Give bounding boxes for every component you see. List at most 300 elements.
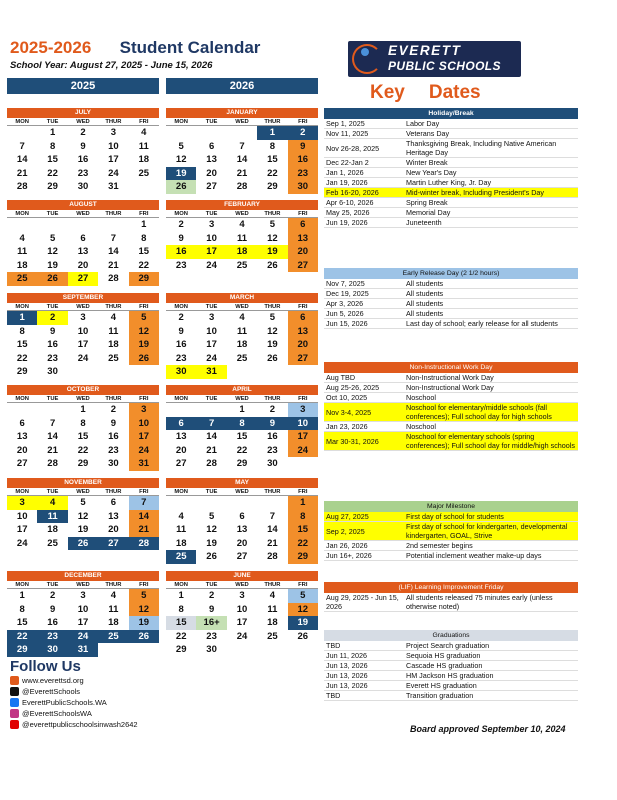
weekday-name: FRI (298, 582, 308, 588)
weekday-name: WED (76, 211, 90, 217)
calendar-day: 11 (108, 325, 119, 337)
calendar-day: 25 (166, 550, 196, 564)
key-date: Apr 6-10, 2026 (326, 198, 374, 207)
calendar-day: 14 (267, 524, 278, 535)
month-april (166, 385, 318, 471)
weekday-name: FRI (139, 304, 149, 310)
weekday-name: TUE (46, 489, 59, 495)
calendar-day: 15 (288, 523, 318, 537)
key-date-row (324, 651, 578, 661)
calendar-day: 16 (267, 431, 278, 442)
calendar-day: 15 (16, 339, 28, 350)
calendar-day: 2 (37, 311, 67, 325)
key-date-row (324, 198, 578, 208)
calendar-day: 23 (77, 167, 89, 179)
calendar-day: 18 (47, 524, 58, 535)
weekday-name: MON (15, 396, 29, 402)
calendar-day: 5 (80, 497, 86, 508)
calendar-day: 26 (37, 272, 67, 286)
key-date-row (324, 383, 578, 393)
calendar-day: 2 (110, 404, 117, 415)
calendar-day: 5 (269, 312, 276, 323)
calendar-day: 30 (108, 458, 119, 469)
calendar-day: 11 (138, 140, 149, 152)
key-date-event: All students (406, 309, 444, 318)
key-date: TBD (326, 641, 341, 650)
calendar-day: 1 (239, 404, 245, 415)
calendar-day: 13 (175, 431, 187, 442)
calendar-day: 1 (141, 219, 147, 230)
weekday-header (7, 488, 159, 496)
key-date-event: Everett HS graduation (406, 681, 477, 690)
calendar-day: 1 (7, 311, 37, 325)
school-year-range: School Year: August 27, 2025 - June 15, 2026 (10, 60, 213, 71)
weekday-name: THUR (105, 211, 122, 217)
calendar-day: 19 (47, 259, 58, 271)
month-september (7, 293, 159, 379)
calendar-day: 19 (267, 339, 278, 350)
calendar-day: 26 (267, 352, 278, 364)
weekday-name: MON (15, 304, 29, 310)
calendar-day: 4 (37, 496, 67, 510)
calendar-day: 1 (257, 126, 287, 140)
key-dates-section (324, 582, 578, 612)
calendar-day: 8 (141, 232, 147, 244)
calendar-day: 22 (138, 259, 150, 271)
key-date: Aug TBD (326, 373, 356, 382)
weekday-name: THUR (105, 396, 122, 402)
calendar-day: 5 (288, 589, 318, 603)
calendar-day: 28 (267, 551, 278, 562)
calendar-day: 25 (47, 537, 58, 549)
calendar-day: 23 (175, 352, 187, 364)
month-name: JULY (7, 108, 159, 118)
calendar-day: 14 (16, 154, 28, 165)
calendar-day: 5 (129, 311, 159, 325)
calendar-day: 21 (236, 167, 248, 179)
calendar-day: 17 (77, 617, 89, 628)
calendar-day: 16 (108, 431, 119, 442)
calendar-day: 6 (110, 497, 117, 508)
month-february (166, 200, 318, 272)
social-link-text: @EverettSchoolsWA (22, 709, 92, 718)
key-dates-section (324, 108, 578, 228)
month-december (7, 571, 159, 657)
calendar-day: 26 (267, 259, 278, 271)
calendar-day: 14 (206, 431, 217, 442)
calendar-day: 25 (108, 352, 119, 364)
month-november (7, 478, 159, 550)
calendar-day: 8 (19, 325, 25, 337)
calendar-day: 30 (77, 181, 89, 192)
calendar-day: 5 (208, 510, 215, 522)
calendar-day: 30 (37, 643, 67, 657)
weekday-name: FRI (298, 211, 308, 217)
key-date-row (324, 279, 578, 289)
calendar-day: 25 (236, 352, 248, 364)
key-date-event: HM Jackson HS graduation (406, 671, 494, 680)
calendar-day: 23 (47, 352, 58, 364)
key-date-row (324, 289, 578, 299)
calendar-day: 19 (206, 537, 217, 549)
calendar-day: 17 (288, 430, 318, 444)
key-dates-section (324, 362, 578, 451)
calendar-day: 8 (80, 417, 86, 429)
calendar-day: 15 (47, 154, 58, 165)
calendar-day (37, 218, 67, 232)
calendar-day: 4 (239, 312, 245, 323)
social-link[interactable] (10, 720, 138, 729)
key-date: Dec 19, 2025 (326, 289, 369, 298)
weekday-name: TUE (46, 211, 59, 217)
key-date: Jun 11, 2026 (326, 651, 368, 660)
calendar-day: 17 (129, 430, 159, 444)
calendar-day: 23 (288, 167, 318, 181)
calendar-day: 2 (178, 312, 184, 323)
key-date-event: Non-Instructional Work Day (406, 373, 494, 382)
calendar-day: 22 (77, 444, 89, 456)
calendar-day: 6 (166, 417, 196, 431)
calendar-day: 2 (208, 590, 215, 601)
calendar-day: 29 (7, 643, 37, 657)
weekday-name: WED (76, 304, 90, 310)
calendar-day: 18 (138, 154, 150, 165)
key-date: Jun 13, 2026 (326, 661, 368, 670)
key-date-row (324, 129, 578, 139)
calendar-day: 29 (288, 550, 318, 564)
calendar-day: 12 (129, 325, 159, 339)
calendar-day: 20 (77, 259, 89, 271)
calendar-day (68, 365, 98, 379)
social-link-text: @everettpublicschoolsinwash2642 (22, 720, 138, 729)
month-name: AUGUST (7, 200, 159, 210)
calendar-day (196, 126, 226, 140)
section-header: Major Milestone (324, 501, 578, 512)
calendar-day: 29 (16, 366, 28, 377)
calendar-day: 18 (16, 259, 28, 271)
calendar-day: 15 (77, 431, 89, 442)
weekday-name: MON (15, 489, 29, 495)
weekday-header (7, 303, 159, 311)
calendar-day: 15 (16, 617, 28, 628)
calendar-day: 17 (196, 245, 226, 259)
calendar-day: 13 (236, 524, 248, 535)
key-date-event: Memorial Day (406, 208, 451, 217)
calendar-day: 27 (288, 352, 318, 366)
calendar-day: 13 (206, 154, 217, 165)
calendar-day (98, 643, 128, 657)
calendar-day: 11 (37, 510, 67, 524)
calendar-day: 26 (68, 537, 98, 551)
weekday-name: WED (235, 489, 249, 495)
calendar-day: 6 (80, 232, 86, 244)
calendar-day: 4 (178, 510, 184, 522)
weekday-name: FRI (139, 582, 149, 588)
calendar-day: 14 (236, 154, 248, 165)
calendar-day: 15 (166, 616, 196, 630)
calendar-day: 19 (257, 245, 287, 259)
calendar-day: 23 (37, 630, 67, 644)
weekday-name: THUR (264, 396, 281, 402)
calendar-day: 8 (227, 417, 257, 431)
calendar-day (257, 496, 287, 510)
calendar-day (166, 403, 196, 417)
weekday-name: MON (174, 396, 188, 402)
calendar-day (257, 365, 287, 379)
weekday-name: WED (235, 582, 249, 588)
weekday-name: TUE (205, 211, 218, 217)
calendar-day: 12 (267, 232, 278, 244)
calendar-day: 26 (129, 352, 159, 366)
key-date-row (324, 522, 578, 541)
key-date-event: Cascade HS graduation (406, 661, 483, 670)
calendar-day: 30 (47, 366, 58, 377)
key-date: Dec 22-Jan 2 (326, 158, 369, 167)
weekday-name: FRI (139, 211, 149, 217)
calendar-day (257, 643, 287, 657)
calendar-day: 13 (16, 431, 28, 442)
calendar-day: 4 (110, 590, 117, 601)
weekday-header (166, 488, 318, 496)
key-date: Sep 1, 2025 (326, 119, 365, 128)
calendar-day: 31 (129, 457, 159, 471)
key-date-event: Thanksgiving Break, Including Native American Heritage Day (406, 139, 557, 157)
key-date-event: All students (406, 299, 444, 308)
calendar-day: 24 (288, 444, 318, 458)
weekday-name: WED (235, 304, 249, 310)
calendar-day: 10 (206, 232, 217, 244)
weekday-name: FRI (298, 489, 308, 495)
weekday-header (166, 118, 318, 126)
month-may (166, 478, 318, 564)
calendar-day: 22 (267, 167, 278, 179)
weekday-name: THUR (264, 211, 281, 217)
social-link[interactable] (10, 709, 92, 718)
calendar-day (166, 496, 196, 510)
calendar-day: 21 (16, 167, 28, 179)
weekday-name: THUR (105, 304, 122, 310)
key-date-row (324, 168, 578, 178)
calendar-day: 22 (16, 352, 28, 364)
social-link-text: @EverettSchools (22, 687, 81, 696)
calendar-day: 29 (236, 458, 248, 469)
calendar-day: 31 (108, 181, 119, 192)
calendar-day: 21 (206, 444, 217, 456)
calendar-day: 18 (267, 617, 278, 628)
calendar-day: 11 (17, 246, 28, 257)
section-header: Holiday/Break (324, 108, 578, 119)
key-dates-section (324, 268, 578, 329)
calendar-day: 26 (166, 180, 196, 194)
weekday-name: FRI (139, 489, 149, 495)
calendar-day: 8 (269, 140, 276, 152)
calendar-day: 28 (16, 181, 28, 192)
weekday-name: MON (174, 304, 188, 310)
calendar-day: 6 (288, 311, 318, 325)
x-icon (10, 687, 19, 696)
key-date: TBD (326, 691, 341, 700)
calendar-day: 4 (110, 312, 117, 323)
key-date-row (324, 119, 578, 129)
facebook-icon (10, 698, 19, 707)
calendar-day (7, 126, 37, 140)
month-name: NOVEMBER (7, 478, 159, 488)
key-date-row (324, 403, 578, 422)
key-date: Nov 26-28, 2025 (326, 143, 380, 153)
follow-us-title: Follow Us (10, 658, 81, 675)
social-link[interactable] (10, 687, 80, 696)
calendar-day: 17 (236, 617, 248, 628)
calendar-day: 3 (239, 590, 245, 601)
calendar-day (288, 457, 318, 471)
calendar-day: 4 (19, 232, 25, 244)
weekday-name: TUE (46, 396, 59, 402)
calendar-day: 18 (175, 537, 187, 549)
weekday-name: FRI (298, 304, 308, 310)
calendar-day: 3 (80, 312, 86, 323)
month-january (166, 108, 318, 194)
calendar-day: 3 (80, 590, 86, 601)
weekday-name: MON (174, 211, 188, 217)
key-dates-section (324, 501, 578, 561)
calendar-day: 11 (108, 603, 119, 615)
month-name: SEPTEMBER (7, 293, 159, 303)
calendar-day: 9 (49, 325, 56, 337)
calendar-day: 23 (108, 444, 119, 456)
calendar-day: 30 (166, 365, 196, 379)
calendar-day: 4 (141, 127, 147, 138)
key-date-event: First day of school for students (406, 512, 504, 521)
calendar-day: 13 (288, 232, 318, 246)
calendar-day: 3 (129, 403, 159, 417)
calendar-day: 16 (166, 245, 196, 259)
calendar-day: 19 (77, 524, 89, 535)
weekday-name: THUR (105, 119, 122, 125)
calendar-day: 19 (166, 167, 196, 181)
calendar-day (129, 643, 159, 657)
calendar-day: 16+ (196, 616, 226, 630)
district-logo: EVERETT PUBLIC SCHOOLS (348, 41, 521, 77)
calendar-day: 13 (108, 510, 119, 522)
calendar-day: 20 (206, 167, 217, 179)
weekday-name: MON (174, 489, 188, 495)
key-dates-section (324, 630, 578, 701)
calendar-day: 13 (77, 246, 89, 257)
key-date: Jun 5, 2026 (326, 309, 364, 318)
month-name: MAY (166, 478, 318, 488)
key-dates-title: Key Dates (370, 82, 481, 103)
calendar-day: 28 (236, 181, 248, 192)
calendar-day: 29 (267, 181, 278, 192)
key-date-row (324, 319, 578, 329)
calendar-day: 7 (49, 417, 56, 429)
youtube-icon (10, 720, 19, 729)
key-date-event: Noschool for elementary/middle schools (fall conferences); Full school day for high schools (406, 403, 552, 421)
month-name: DECEMBER (7, 571, 159, 581)
calendar-day: 10 (206, 325, 217, 337)
key-date: Jun 15, 2026 (326, 319, 368, 328)
month-name: MARCH (166, 293, 318, 303)
calendar-day: 6 (208, 140, 215, 152)
calendar-day: 14 (108, 246, 119, 257)
month-march (166, 293, 318, 379)
calendar-day: 16 (288, 153, 318, 167)
calendar-day: 7 (19, 140, 25, 152)
calendar-day: 7 (110, 232, 117, 244)
calendar-day: 9 (80, 140, 86, 152)
globe-icon (10, 676, 19, 685)
calendar-day: 20 (288, 245, 318, 259)
weekday-header (7, 395, 159, 403)
calendar-day: 27 (16, 458, 28, 469)
calendar-day: 26 (206, 551, 217, 562)
weekday-name: THUR (264, 489, 281, 495)
key-date-event: Project Search graduation (406, 641, 490, 650)
calendar-day: 11 (267, 603, 278, 615)
calendar-day: 23 (206, 630, 217, 642)
calendar-day: 24 (206, 352, 217, 364)
calendar-day: 2 (178, 219, 184, 230)
calendar-day: 25 (267, 630, 278, 642)
calendar-day: 21 (108, 259, 119, 271)
calendar-day: 9 (178, 232, 184, 244)
calendar-day: 9 (178, 325, 184, 337)
calendar-day: 9 (208, 603, 215, 615)
calendar-day: 10 (129, 417, 159, 431)
weekday-name: TUE (205, 304, 218, 310)
calendar-day: 15 (267, 154, 278, 165)
calendar-day: 20 (108, 524, 119, 535)
board-approval-note: Board approved September 10, 2024 (410, 724, 566, 734)
weekday-name: WED (76, 582, 90, 588)
calendar-day: 6 (239, 510, 245, 522)
key-date-event: Last day of school; early release for all students (406, 319, 558, 328)
calendar-day: 30 (288, 180, 318, 194)
key-date-event: Labor Day (406, 119, 440, 128)
calendar-day: 25 (7, 272, 37, 286)
weekday-header (7, 581, 159, 589)
calendar-day: 26 (129, 630, 159, 644)
calendar-day: 12 (175, 154, 187, 165)
calendar-day: 22 (7, 630, 37, 644)
key-date: Nov 3-4, 2025 (326, 407, 372, 417)
calendar-day: 17 (16, 524, 28, 535)
calendar-day: 19 (288, 616, 318, 630)
weekday-name: THUR (105, 582, 122, 588)
calendar-day: 11 (236, 232, 248, 244)
weekday-name: THUR (264, 582, 281, 588)
key-date-row (324, 422, 578, 432)
key-date-row (324, 593, 578, 612)
calendar-day: 30 (267, 458, 278, 469)
calendar-day: 21 (129, 523, 159, 537)
social-link[interactable] (10, 676, 84, 685)
social-link[interactable] (10, 698, 107, 707)
calendar-day: 21 (47, 444, 58, 456)
weekday-name: TUE (205, 489, 218, 495)
calendar-day: 27 (98, 537, 128, 551)
weekday-name: MON (174, 582, 188, 588)
calendar-day: 5 (269, 219, 276, 230)
calendar-day (98, 218, 128, 232)
calendar-day (166, 126, 196, 140)
key-date-row (324, 681, 578, 691)
calendar-day: 17 (108, 154, 119, 165)
key-date-event: Potential inclement weather make-up days (406, 551, 542, 560)
calendar-day: 16 (77, 154, 89, 165)
weekday-name: WED (235, 396, 249, 402)
weekday-header (7, 210, 159, 218)
